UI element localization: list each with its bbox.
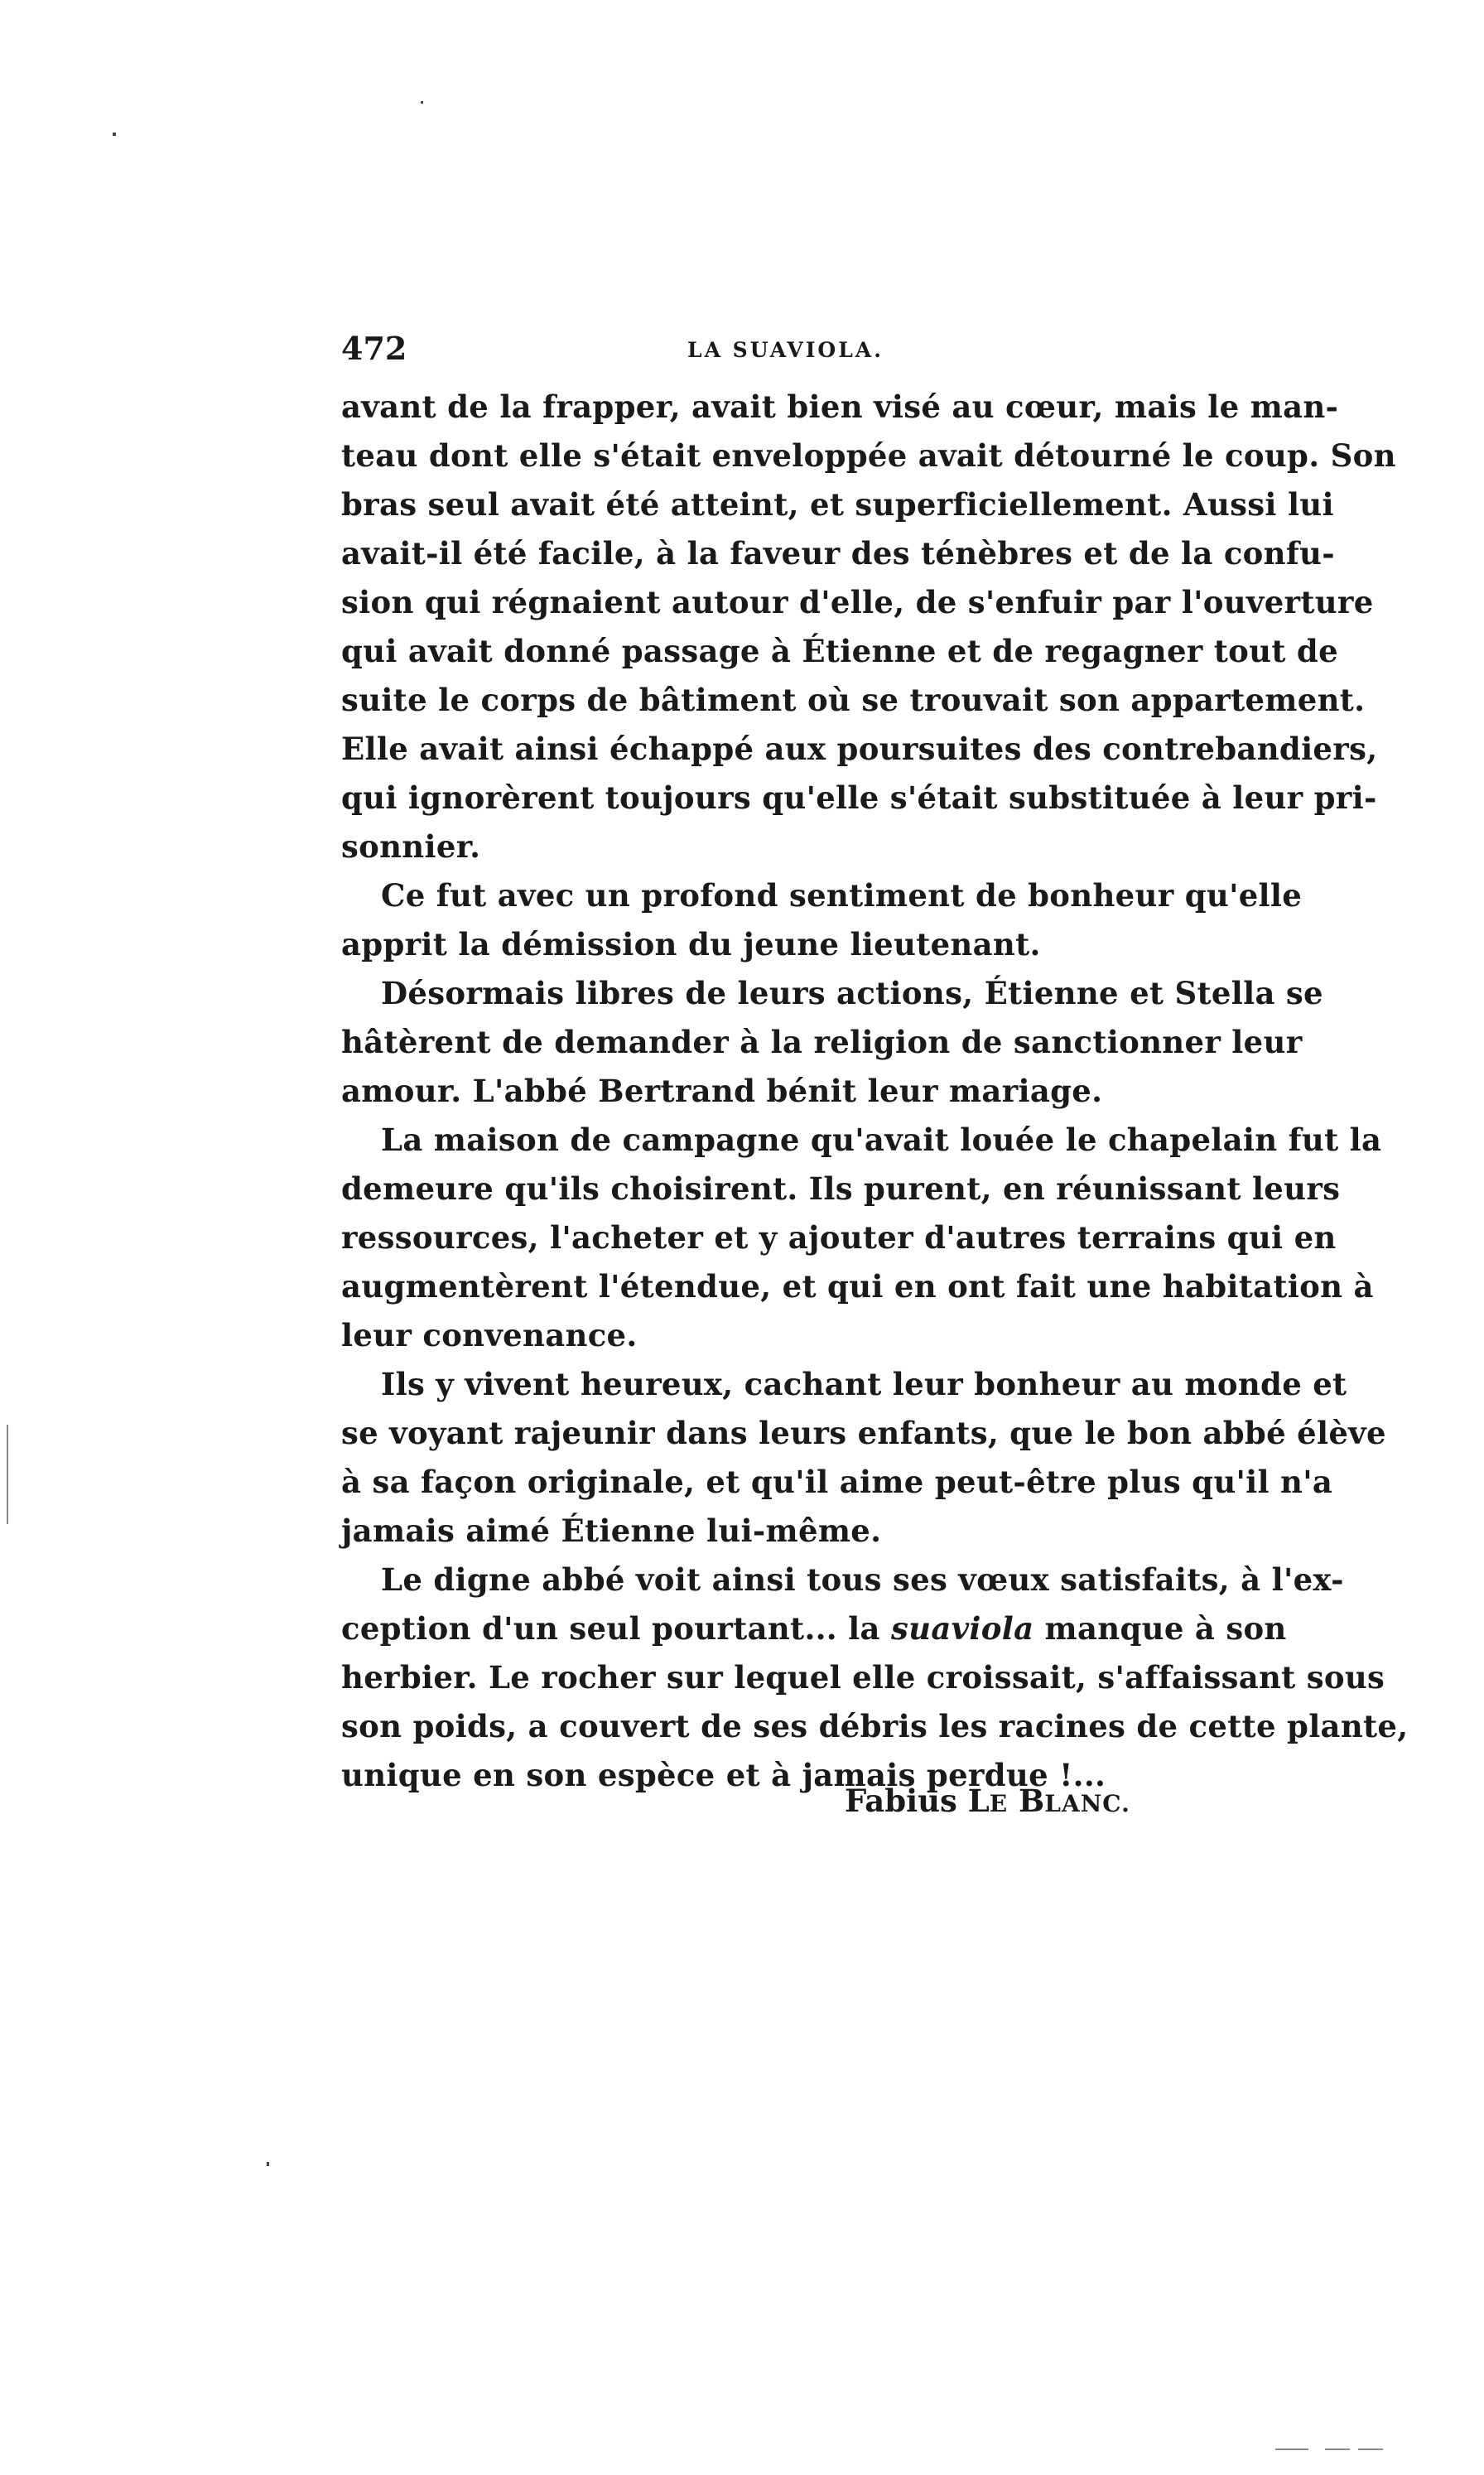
text-fragment: ception d'un seul pourtant... la <box>341 1610 891 1647</box>
text-line: sion qui régnaient autour d'elle, de s'enfuir par l'ouverture <box>341 584 1374 620</box>
signature-initial: B <box>1019 1783 1045 1819</box>
text-line: son poids, a couvert de ses débris les racines de cette plante, <box>341 1708 1409 1744</box>
scan-line <box>1358 2448 1383 2450</box>
paragraph <box>341 383 1396 871</box>
text-line: avant de la frapper, avait bien visé au cœur, mais le man- <box>341 388 1339 425</box>
text-line: sonnier. <box>341 828 481 865</box>
text-line: avait-il été facile, à la faveur des ténèbres et de la confu- <box>341 535 1335 572</box>
text-line: Le digne abbé voit ainsi tous ses vœux satisfaits, à l'ex- <box>381 1561 1344 1598</box>
scan-speck <box>421 101 423 104</box>
paragraph <box>341 871 1303 969</box>
paragraph <box>341 1360 1386 1556</box>
text-line: amour. L'abbé Bertrand bénit leur mariage. <box>341 1073 1103 1109</box>
text-line: hâtèrent de demander à la religion de sanctionner leur <box>341 1024 1303 1060</box>
text-line: La maison de campagne qu'avait louée le chapelain fut la <box>381 1122 1382 1158</box>
text-line: Désormais libres de leurs actions, Étienne et Stella se <box>381 975 1323 1011</box>
author-signature <box>845 1783 1130 1819</box>
signature-first-name: Fabius <box>845 1783 968 1819</box>
text-line <box>341 1604 1287 1653</box>
text-line: qui avait donné passage à Étienne et de regagner tout de <box>341 633 1338 669</box>
page-header <box>341 330 1231 371</box>
text-line: apprit la démission du jeune lieutenant. <box>341 926 1041 962</box>
text-line: se voyant rajeunir dans leurs enfants, que le bon abbé élève <box>341 1415 1386 1451</box>
text-line: Ils y vivent heureux, cachant leur bonheur au monde et <box>381 1366 1347 1402</box>
body-text <box>341 383 1409 1800</box>
text-line: unique en son espèce et à jamais perdue !... <box>341 1757 1106 1793</box>
scan-line <box>1325 2448 1350 2450</box>
text-line: demeure qu'ils choisirent. Ils purent, en réunissant leurs <box>341 1170 1341 1207</box>
text-line: Elle avait ainsi échappé aux poursuites des contrebandiers, <box>341 731 1378 767</box>
text-fragment: manque à son <box>1034 1610 1287 1647</box>
signature-initial: L <box>967 1783 990 1819</box>
text-line: à sa façon originale, et qu'il aime peut-être plus qu'il n'a <box>341 1464 1333 1500</box>
scan-speck <box>267 2162 269 2166</box>
text-line: jamais aimé Étienne lui-même. <box>341 1512 882 1549</box>
text-line: teau dont elle s'était enveloppée avait détourné le coup. Son <box>341 437 1396 474</box>
scan-speck <box>113 133 116 136</box>
running-title: LA SUAVIOLA. <box>687 338 884 362</box>
text-line: Ce fut avec un profond sentiment de bonheur qu'elle <box>381 877 1303 914</box>
paragraph <box>341 1116 1382 1360</box>
text-line: leur convenance. <box>341 1317 638 1353</box>
paragraph <box>341 1556 1409 1800</box>
text-line: bras seul avait été atteint, et superficiellement. Aussi lui <box>341 486 1334 523</box>
text-line: augmentèrent l'étendue, et qui en ont fait une habitation à <box>341 1268 1374 1305</box>
text-line: herbier. Le rocher sur lequel elle croissait, s'affaissant sous <box>341 1659 1385 1696</box>
scan-line <box>1275 2448 1308 2450</box>
page-number: 472 <box>341 330 407 367</box>
signature-smallcaps: LANC. <box>1044 1790 1130 1817</box>
italic-word: suaviola <box>890 1610 1034 1647</box>
scan-line <box>7 1425 8 1524</box>
signature-smallcaps: E <box>989 1790 1009 1817</box>
text-line: suite le corps de bâtiment où se trouvait son appartement. <box>341 682 1366 718</box>
text-line: qui ignorèrent toujours qu'elle s'était substituée à leur pri- <box>341 779 1377 816</box>
paragraph <box>341 969 1323 1116</box>
text-line: ressources, l'acheter et y ajouter d'autres terrains qui en <box>341 1219 1337 1256</box>
